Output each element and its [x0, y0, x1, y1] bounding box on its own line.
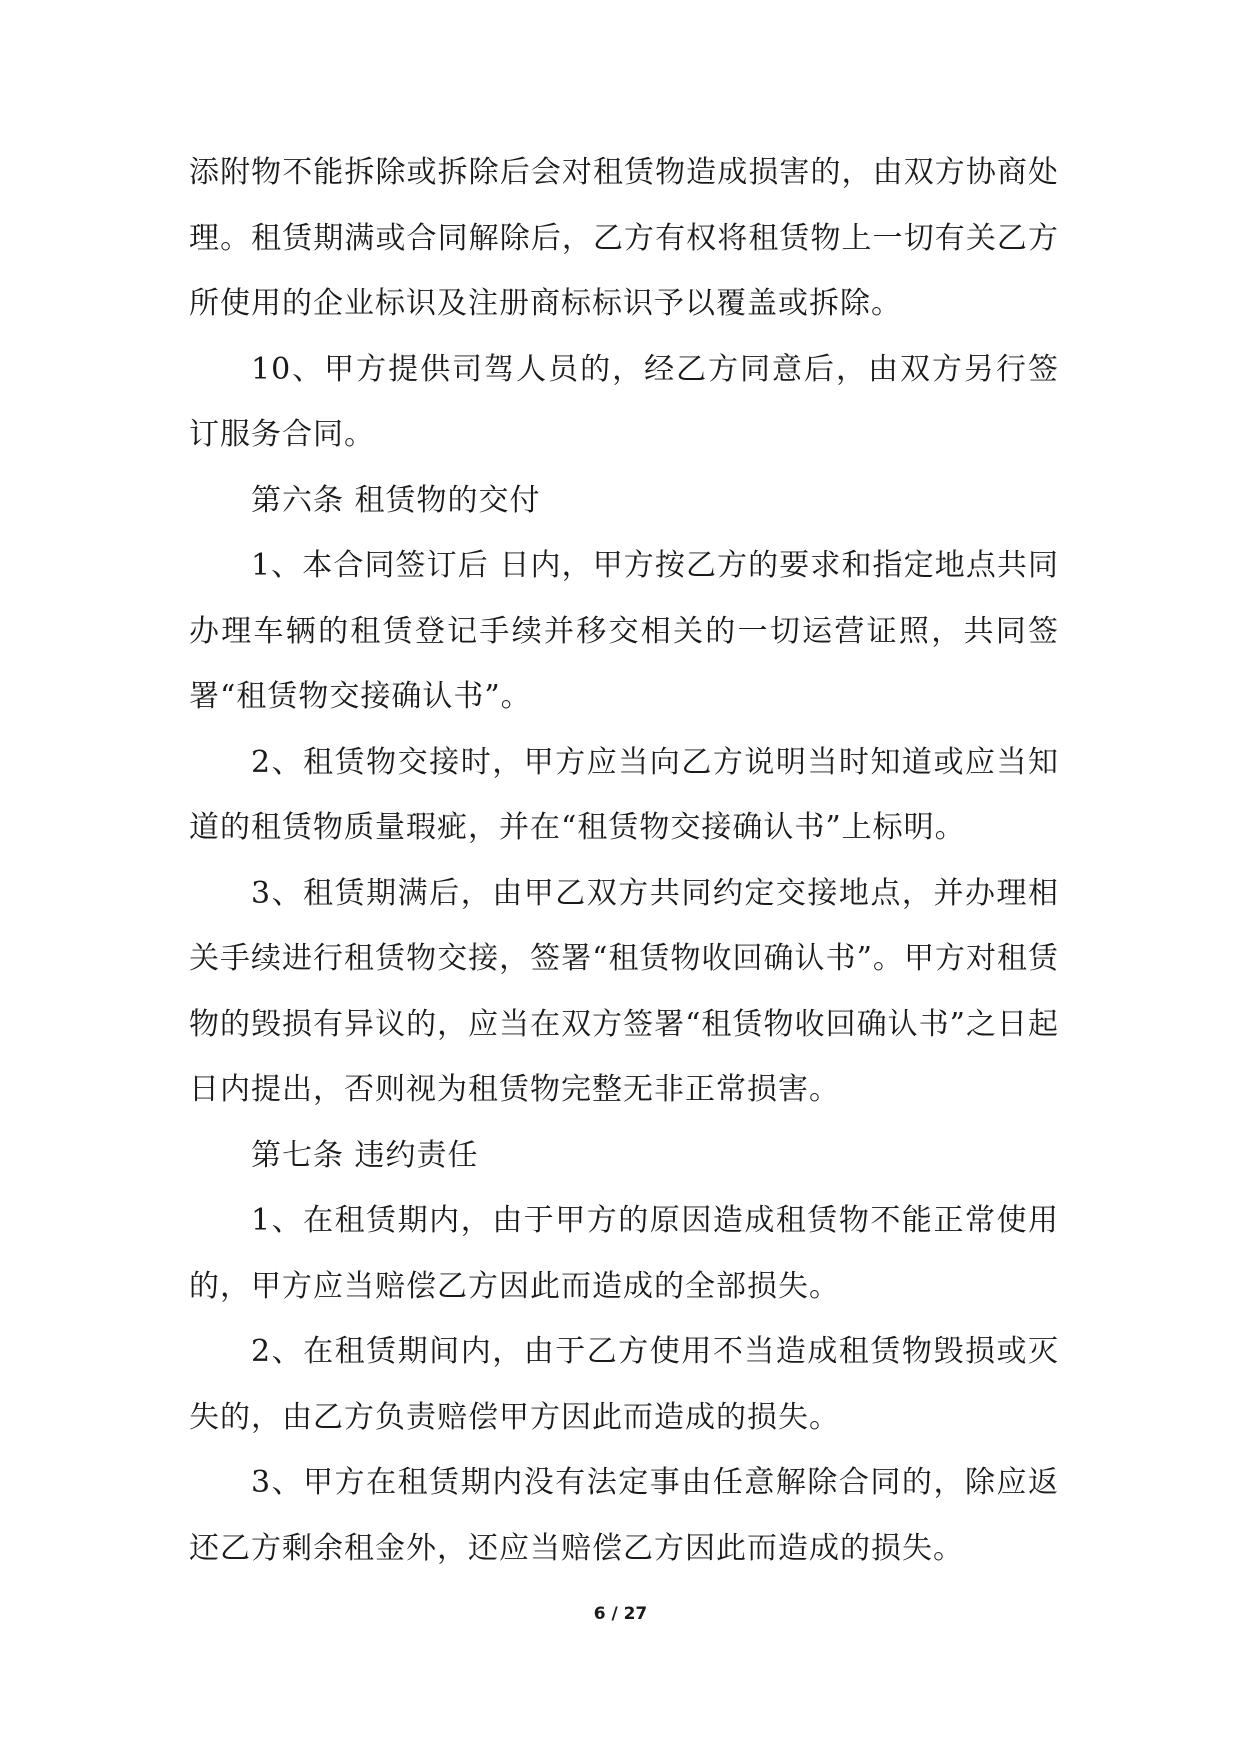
paragraph-continuation: 添附物不能拆除或拆除后会对租赁物造成损害的，由双方协商处理。租赁期满或合同解除后，乙方有权将租赁物上一切有关乙方所使用的企业标识及注册商标标识予以覆盖或拆除。 — [189, 155, 1059, 321]
paragraph-article-6-item-3: 3、租赁期满后，由甲乙双方共同约定交接地点，并办理相关手续进行租赁物交接，签署“租赁物收回确认书”。甲方对租赁物的毁损有异议的，应当在双方签署“租赁物收回确认书”之日起 日内提出，否则视为租赁物完整无非正常损害。 — [189, 875, 1070, 1107]
paragraph-article-7-item-1: 1、在租赁期内，由于甲方的原因造成租赁物不能正常使用的，甲方应当赔偿乙方因此而造成的全部损失。 — [189, 1203, 1059, 1304]
paragraph-clause-10: 10、甲方提供司驾人员的，经乙方同意后，由双方另行签订服务合同。 — [189, 351, 1059, 452]
paragraph-article-6-item-1: 1、本合同签订后 日内，甲方按乙方的要求和指定地点共同办理车辆的租赁登记手续并移交相关的一切运营证照，共同签署“租赁物交接确认书”。 — [189, 548, 1059, 714]
paragraph-article-7-item-3: 3、甲方在租赁期内没有法定事由任意解除合同的，除应返还乙方剩余租金外，还应当赔偿乙方因此而造成的损失。 — [189, 1465, 1059, 1566]
section-heading-article-7: 第七条 违约责任 — [251, 1137, 479, 1173]
document-body — [189, 140, 1070, 1581]
paragraph-article-6-item-2: 2、租赁物交接时，甲方应当向乙方说明当时知道或应当知道的租赁物质量瑕疵，并在“租赁物交接确认书”上标明。 — [189, 744, 1059, 845]
paragraph-article-7-item-2: 2、在租赁期间内，由于乙方使用不当造成租赁物毁损或灭失的，由乙方负责赔偿甲方因此而造成的损失。 — [189, 1334, 1059, 1435]
section-heading-article-6: 第六条 租赁物的交付 — [251, 482, 541, 518]
page-number: 6 / 27 — [593, 1604, 648, 1624]
